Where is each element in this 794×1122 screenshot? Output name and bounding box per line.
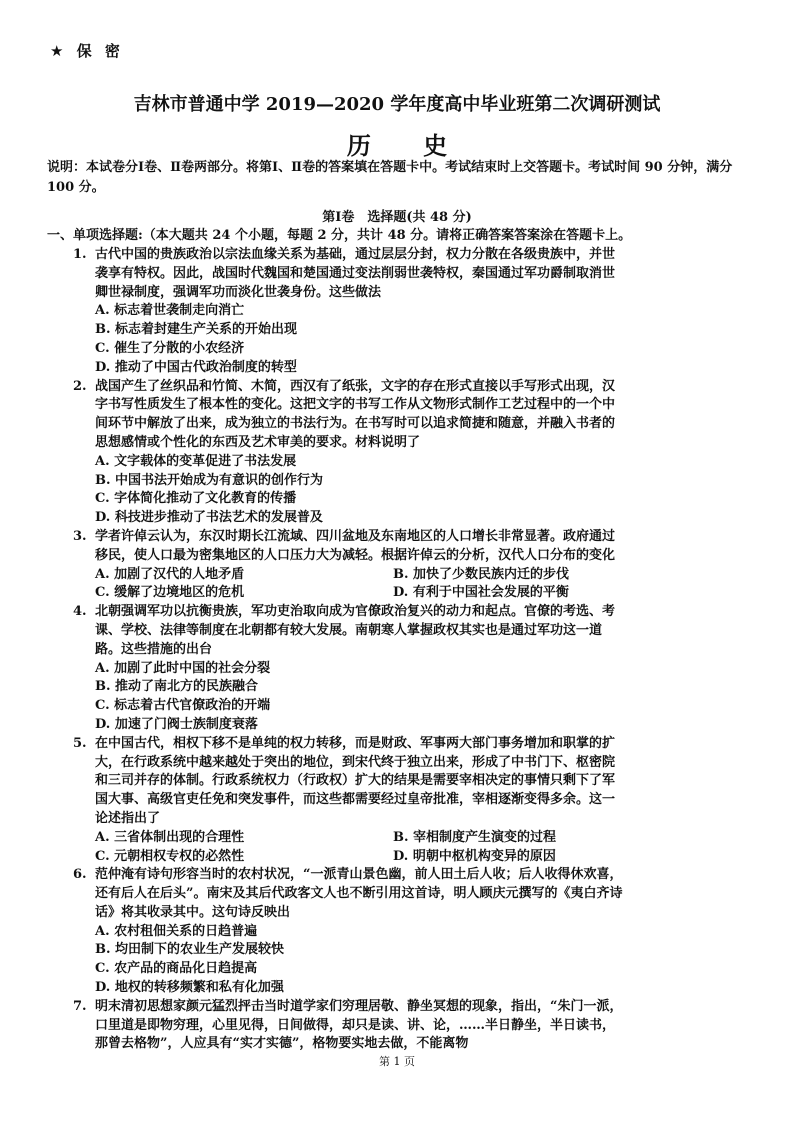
option-c: C. 元朝相权专权的必然性: [95, 848, 245, 864]
question-stem: 在中国古代，相权下移不是单纯的权力转移，而是财政、军事两大部门事务增加和职掌的扩大，在行政系统中越来越处于突出的地位，到宋代终于独立出来，形成了中书门下、枢密院和三司并存的体制。行政系统权力（行政权）扩大的结果是需要宰相决定的事情只剩下了军国大事、高级官吏任免和突发事件，而这些都需要经过皇帝批准，宰相逐渐变得多余。这一论述指出了: [95, 735, 616, 826]
question-stem: 北朝强调军功以抗衡贵族，军功吏治取向成为官僚政治复兴的动力和起点。官僚的考选、考课、学校、法律等制度在北朝都有较大发展。南朝寒人掌握政权其实也是通过军功这一道路。这些措施的出台: [95, 604, 616, 657]
subject-title: 历 史: [346, 131, 470, 160]
option-c: C. 农产品的商品化日趋提高: [95, 961, 258, 977]
option-a: A. 加剧了此时中国的社会分裂: [95, 660, 271, 676]
option-a: A. 加剧了汉代的人地矛盾: [95, 566, 245, 582]
question-4: [73, 603, 623, 735]
question-number: 1.: [73, 247, 87, 262]
page-number: 第 1 页: [379, 1055, 415, 1068]
question-number: 7.: [73, 998, 87, 1014]
question-5: [73, 735, 623, 867]
question-7: [73, 998, 623, 1054]
question-number: 2.: [73, 378, 87, 394]
part-1-title: 第Ⅰ卷 选择题(共 48 分): [322, 210, 472, 225]
option-b: B. 均田制下的农业生产发展较快: [95, 942, 285, 958]
option-d: D. 明朝中枢机构变异的原因: [393, 848, 556, 864]
question-stem: 学者许倬云认为，东汉时期长江流域、四川盆地及东南地区的人口增长非常显著。政府通过移民，使人口最为密集地区的人口压力大为减轻。根据许倬云的分析，汉代人口分布的变化: [95, 528, 616, 563]
question-stem: 范仲淹有诗句形容当时的农村状况，“一派青山景色幽，前人田土后人收；后人收得休欢喜，还有后人在后头”。南宋及其后代政客文人也不断引用这首诗，明人顾庆元撰写的《夷白齐诗话》将其收录其中。这句诗反映出: [95, 867, 623, 920]
option-b: B. 标志着封建生产关系的开始出现: [95, 322, 298, 338]
option-c: C. 缓解了边境地区的危机: [95, 585, 245, 601]
option-c: C. 催生了分散的小农经济: [95, 340, 245, 356]
option-b: B. 宰相制度产生演变的过程: [393, 829, 557, 845]
question-number: 4.: [73, 604, 87, 620]
option-b: B. 加快了少数民族内迁的步伐: [393, 566, 570, 582]
option-a: A. 农村租佃关系的日趋普遍: [95, 923, 258, 939]
option-b: B. 推动了南北方的民族融合: [95, 679, 259, 695]
exam-title: 吉林市普通中学 2019—2020 学年度高中毕业班第二次调研测试: [133, 94, 661, 115]
option-d: D. 有利于中国社会发展的平衡: [393, 585, 569, 601]
confidential-label: ★ 保 密: [50, 42, 124, 60]
question-6: [73, 866, 623, 998]
question-stem: 战国产生了丝织品和竹简、木简，西汉有了纸张，文字的存在形式直接以手写形式出现，汉字书写性质发生了根本性的变化。这把文字的书写工作从文物形式制作工艺过程中的一个中间环节中解放了出来，成为独立的书法行为。在书写时可以追求简捷和随意，并融入书者的思想感情或个性化的东西及艺术审美的要求。材料说明了: [95, 378, 616, 450]
option-a: A. 文字载体的变革促进了书法发展: [95, 453, 297, 469]
option-b: B. 中国书法开始成为有意识的创作行为: [95, 472, 324, 488]
question-2: [73, 378, 623, 528]
question-number: 6.: [73, 867, 87, 883]
option-d: D. 加速了门阀士族制度衰落: [95, 716, 258, 732]
section-heading: 一、单项选择题:（本大题共 24 个小题，每题 2 分，共计 48 分。请将正确答案答案涂在答题卡上。: [47, 228, 632, 243]
question-list: [73, 246, 623, 1054]
exam-instructions: 说明：本试卷分Ⅰ卷、Ⅱ卷两部分。将第Ⅰ、Ⅱ卷的答案填在答题卡中。考试结束时上交答题卡。考试时间 90 分钟，满分 100 分。: [47, 160, 733, 195]
option-a: A. 三省体制出现的合理性: [95, 829, 245, 845]
option-c: C. 字体简化推动了文化教育的传播: [95, 491, 297, 507]
question-number: 3.: [73, 528, 87, 544]
option-d: D. 地权的转移频繁和私有化加强: [95, 980, 284, 996]
option-c: C. 标志着古代官僚政治的开端: [95, 698, 271, 714]
question-number: 5.: [73, 735, 87, 751]
option-d: D. 科技进步推动了书法艺术的发展普及: [95, 510, 323, 526]
option-a: A. 标志着世袭制走向消亡: [95, 303, 245, 319]
question-stem: 明末清初思想家颜元猛烈抨击当时道学家们穷理居敬、静坐冥想的现象，指出，“朱门一派，口里道是即物穷理，心里见得，日间做得，却只是读、讲、论，……半日静坐，半日读书，那曾去格物”，人应具有“实才实德”，格物要实地去做，不能离物: [95, 998, 623, 1052]
question-3: [73, 528, 623, 603]
question-1: [73, 246, 623, 378]
question-stem: 古代中国的贵族政治以宗法血缘关系为基础，通过层层分封，权力分散在各级贵族中，并世袭享有特权。因此，战国时代魏国和楚国通过变法削弱世袭特权，秦国通过军功爵制取消世卿世禄制度，强调军功而淡化世袭身份。这些做法: [95, 247, 616, 300]
option-d: D. 推动了中国古代政治制度的转型: [95, 359, 297, 375]
